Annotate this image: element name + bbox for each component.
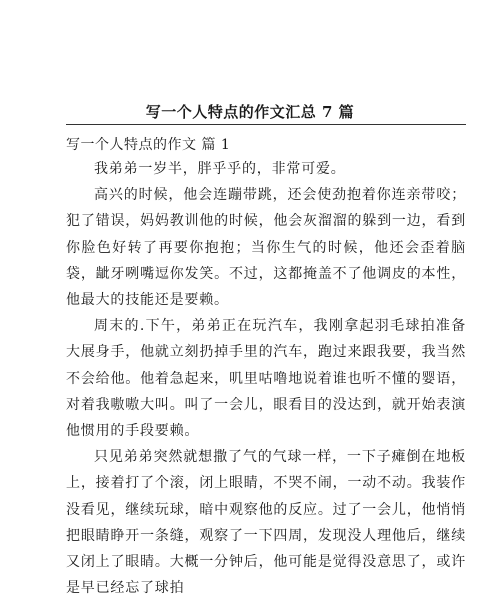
section-heading: 写一个人特点的作文 篇 1: [66, 137, 231, 153]
essay-body: [66, 156, 466, 601]
document-title: 写一个人特点的作文汇总 7 篇: [145, 103, 355, 121]
paragraph-2: 高兴的时候，他会连蹦带跳，还会使劲抱着你连亲带咬；犯了错误，妈妈教训他的时候，他会灰溜溜的躲到一边，看到你脸色好转了再要你抱抱；当你生气的时候，他还会歪着脑袋，龇牙咧嘴逗你发笑。不过，这都掩盖不了他调皮的本性，他最大的技能还是要赖。: [66, 187, 466, 309]
paragraph-1: 我弟弟一岁半，胖乎乎的，非常可爱。: [94, 161, 346, 177]
title-divider: [66, 124, 466, 125]
paragraph-3: 周末的.下午，弟弟正在玩汽车，我刚拿起羽毛球拍准备大展身手，他就立刻扔掉手里的汽车，跑过来跟我要，我当然不会给他。他着急起来，叽里咕噜地说着谁也听不懂的婴语，对着我嗷嗷大叫。叫了一会儿，眼看目的没达到，就开始表演他惯用的手段要赖。: [66, 318, 466, 440]
paragraph-4: 只见弟弟突然就想撒了气的气球一样，一下子瘫倒在地板上，接着打了个滚，闭上眼睛，不哭不闹，一动不动。我装作没看见，继续玩球，暗中观察他的反应。过了一会儿，他悄悄把眼睛睁开一条缝，观察了一下四周，发现没人理他后，继续又闭上了眼睛。大概一分钟后，他可能是觉得没意思了，或许是早已经忘了球拍: [66, 449, 466, 597]
